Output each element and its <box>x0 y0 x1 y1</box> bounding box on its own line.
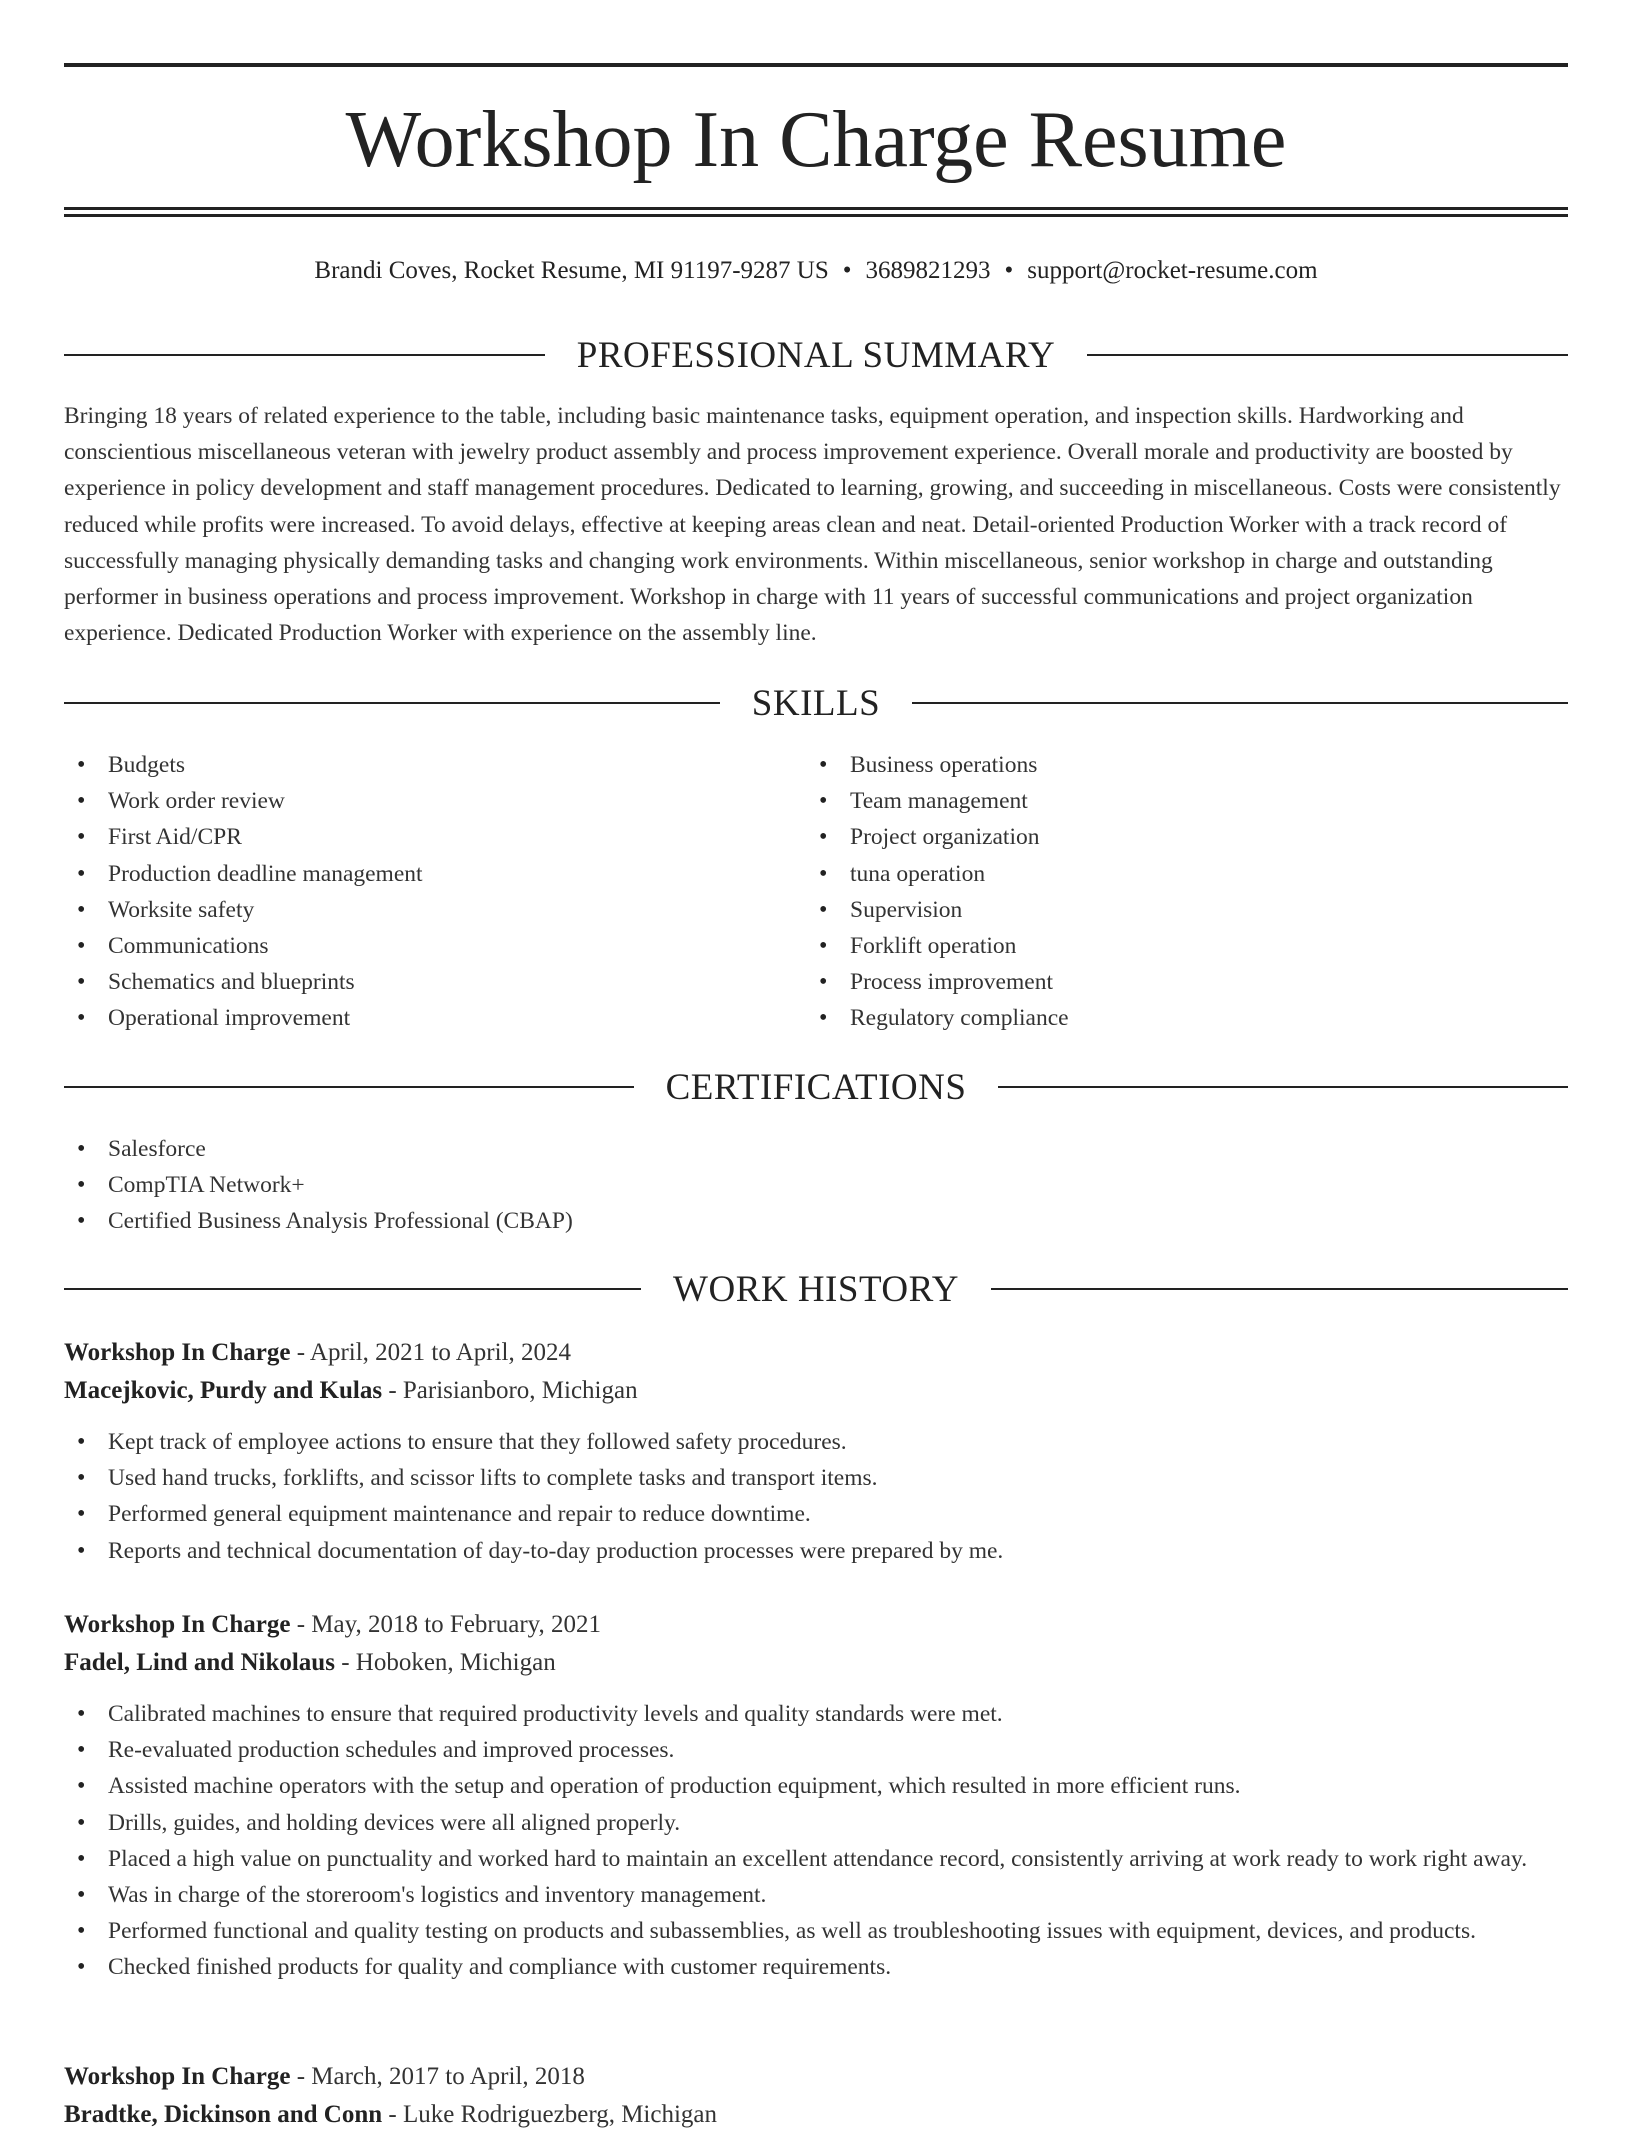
contact-line <box>64 253 1568 289</box>
list-item: • Certified Business Analysis Professional (CBAP) <box>64 1203 1464 1239</box>
job-dates: - April, 2021 to April, 2024 <box>290 1339 572 1366</box>
contact-separator: • <box>842 257 852 284</box>
work-history-heading-text: WORK HISTORY <box>673 1268 959 1310</box>
list-item: • First Aid/CPR <box>64 819 764 855</box>
top-rule <box>64 63 1568 67</box>
list-item: • tuna operation <box>806 856 1506 892</box>
list-item: • Operational improvement <box>64 1000 764 1036</box>
title-double-rule <box>64 207 1568 217</box>
list-item: • CompTIA Network+ <box>64 1167 1464 1203</box>
job-location: - Parisianboro, Michigan <box>382 1377 638 1404</box>
contact-email: support@rocket-resume.com <box>1027 257 1318 284</box>
job-company: Bradtke, Dickinson and Conn <box>64 2101 383 2128</box>
job-entry <box>64 2058 1568 2134</box>
list-item: • Schematics and blueprints <box>64 964 764 1000</box>
list-item: • Performed general equipment maintenance and repair to reduce downtime. <box>64 1496 1568 1532</box>
list-item: • Supervision <box>806 892 1506 928</box>
job-title: Workshop In Charge <box>64 1611 291 1638</box>
certifications-heading-text: CERTIFICATIONS <box>665 1066 967 1108</box>
contact-phone: 3689821293 <box>865 257 991 284</box>
list-item: • Placed a high value on punctuality and worked hard to maintain an excellent attendance record, consistently arriving at work ready to work right away. <box>64 1841 1568 1877</box>
list-item: • Communications <box>64 928 764 964</box>
job-location: - Luke Rodriguezberg, Michigan <box>382 2101 718 2128</box>
job-title-line <box>64 2058 1568 2096</box>
job-title-line <box>64 1606 1568 1644</box>
list-item: • Production deadline management <box>64 856 764 892</box>
job-dates: - March, 2017 to April, 2018 <box>290 2063 585 2090</box>
summary-heading-text: PROFESSIONAL SUMMARY <box>576 334 1056 376</box>
list-item: • Performed functional and quality testing on products and subassemblies, as well as troubleshooting issues with equipment, devices, and products. <box>64 1913 1568 1949</box>
job-company-line <box>64 1644 1568 1682</box>
list-item: • Reports and technical documentation of day-to-day production processes were prepared by me. <box>64 1533 1568 1569</box>
list-item: • Was in charge of the storeroom's logistics and inventory management. <box>64 1877 1568 1913</box>
job-company-line <box>64 2096 1568 2134</box>
list-item: • Work order review <box>64 783 764 819</box>
list-item: • Salesforce <box>64 1131 1464 1167</box>
skills-list-right <box>806 747 1506 1037</box>
skills-heading-text: SKILLS <box>751 682 881 724</box>
list-item: • Used hand trucks, forklifts, and scissor lifts to complete tasks and transport items. <box>64 1460 1568 1496</box>
summary-text: Bringing 18 years of related experience to the table, including basic maintenance tasks, equipment operation, and inspection skills. Hardworking and conscientious miscellaneous veteran with jewelry product assembly and process improvement experience. Overall morale and productivity are boosted by experience in policy development and staff management procedures. Dedicated to learning, growing, and succeeding in miscellaneous. Costs were consistently reduced while profits were increased. To avoid delays, effective at keeping areas clean and neat. Detail-oriented Production Worker with a track record of successfully managing physically demanding tasks and changing work environments. Within miscellaneous, senior workshop in charge and outstanding performer in business operations and process improvement. Workshop in charge with 11 years of successful communications and project organization experience. Dedicated Production Worker with experience on the assembly line. <box>64 403 1561 647</box>
list-item: • Business operations <box>806 747 1506 783</box>
work-history-heading <box>64 1264 1568 1314</box>
list-item: • Kept track of employee actions to ensure that they followed safety procedures. <box>64 1424 1568 1460</box>
list-item: • Worksite safety <box>64 892 764 928</box>
job-entry <box>64 1334 1568 1569</box>
job-bullets <box>64 1424 1568 1569</box>
job-bullets <box>64 1696 1568 1986</box>
job-company: Fadel, Lind and Nikolaus <box>64 1649 335 1676</box>
list-item: • Calibrated machines to ensure that required productivity levels and quality standards were met. <box>64 1696 1568 1732</box>
list-item: • Budgets <box>64 747 764 783</box>
contact-separator: • <box>1004 257 1014 284</box>
job-location: - Hoboken, Michigan <box>334 1649 556 1676</box>
list-item: • Re-evaluated production schedules and improved processes. <box>64 1732 1568 1768</box>
list-item: • Checked finished products for quality and compliance with customer requirements. <box>64 1949 1568 1985</box>
job-entry <box>64 1606 1568 1986</box>
job-title-line <box>64 1334 1568 1372</box>
skills-heading <box>64 678 1568 728</box>
job-title: Workshop In Charge <box>64 1339 291 1366</box>
list-item: • Team management <box>806 783 1506 819</box>
job-company: Macejkovic, Purdy and Kulas <box>64 1377 383 1404</box>
list-item: • Forklift operation <box>806 928 1506 964</box>
summary-heading <box>64 330 1568 380</box>
list-item: • Assisted machine operators with the setup and operation of production equipment, which resulted in more efficient runs. <box>64 1768 1568 1804</box>
skills-list-left <box>64 747 764 1037</box>
job-dates: - May, 2018 to February, 2021 <box>290 1611 602 1638</box>
list-item: • Regulatory compliance <box>806 1000 1506 1036</box>
list-item: • Process improvement <box>806 964 1506 1000</box>
job-title: Workshop In Charge <box>64 2063 291 2090</box>
contact-address: Brandi Coves, Rocket Resume, MI 91197-9287 US <box>314 257 829 284</box>
list-item: • Drills, guides, and holding devices were all aligned properly. <box>64 1805 1568 1841</box>
resume-title: Workshop In Charge Resume <box>345 96 1287 184</box>
list-item: • Project organization <box>806 819 1506 855</box>
certifications-list <box>64 1131 1464 1240</box>
certifications-heading <box>64 1062 1568 1112</box>
job-company-line <box>64 1372 1568 1410</box>
